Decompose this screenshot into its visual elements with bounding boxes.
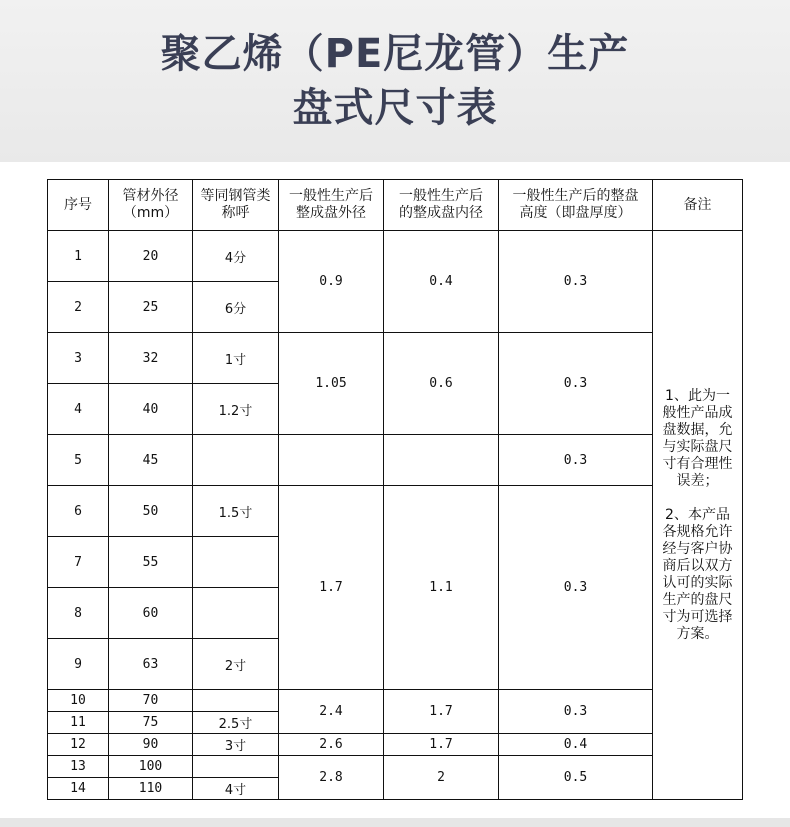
page-title-line2: 盘式尺寸表 xyxy=(292,85,498,131)
cell-equiv: 1.5寸 xyxy=(193,486,279,537)
table-row xyxy=(48,435,743,486)
cell-od: 32 xyxy=(109,333,193,384)
cell-od: 90 xyxy=(109,734,193,756)
cell-seq: 11 xyxy=(48,712,109,734)
cell-equiv: 1寸 xyxy=(193,333,279,384)
cell-coil-id: 0.6 xyxy=(384,333,499,435)
cell-coil-id: 1.7 xyxy=(384,734,499,756)
table-row xyxy=(48,486,743,537)
bottom-divider xyxy=(0,818,790,827)
cell-height: 0.3 xyxy=(499,231,653,333)
header-banner xyxy=(0,0,790,162)
cell-od: 110 xyxy=(109,778,193,800)
size-table-container xyxy=(47,179,742,800)
cell-coil-id: 1.1 xyxy=(384,486,499,690)
cell-equiv: 4分 xyxy=(193,231,279,282)
cell-coil-id: 2 xyxy=(384,756,499,800)
cell-equiv: 6分 xyxy=(193,282,279,333)
cell-coil-id-empty xyxy=(384,435,499,486)
cell-od: 50 xyxy=(109,486,193,537)
cell-equiv: 2.5寸 xyxy=(193,712,279,734)
cell-od: 100 xyxy=(109,756,193,778)
cell-seq: 10 xyxy=(48,690,109,712)
header-coil-outer-diameter: 一般性生产后 整成盘外径 xyxy=(279,180,384,231)
cell-equiv xyxy=(193,435,279,486)
cell-equiv xyxy=(193,756,279,778)
cell-equiv: 2寸 xyxy=(193,639,279,690)
cell-coil-od: 2.8 xyxy=(279,756,384,800)
cell-seq: 6 xyxy=(48,486,109,537)
cell-od: 75 xyxy=(109,712,193,734)
cell-od: 45 xyxy=(109,435,193,486)
cell-od: 20 xyxy=(109,231,193,282)
cell-height: 0.3 xyxy=(499,486,653,690)
table-row xyxy=(48,756,743,778)
cell-equiv xyxy=(193,588,279,639)
cell-coil-od: 2.4 xyxy=(279,690,384,734)
cell-equiv: 3寸 xyxy=(193,734,279,756)
cell-seq: 14 xyxy=(48,778,109,800)
cell-seq: 1 xyxy=(48,231,109,282)
cell-equiv xyxy=(193,690,279,712)
cell-coil-od: 0.9 xyxy=(279,231,384,333)
cell-seq: 8 xyxy=(48,588,109,639)
remarks-cell: 1、此为一 般性产品成 盘数据，允 与实际盘尺 寸有合理性 误差； 2、本产品 各规格允许 经与客户协 商后以双方 认可的实际 生产的盘尺 寸为可选择 方案。 xyxy=(653,231,743,800)
cell-seq: 2 xyxy=(48,282,109,333)
cell-od: 60 xyxy=(109,588,193,639)
header-coil-height: 一般性生产后的整盘 高度（即盘厚度） xyxy=(499,180,653,231)
cell-coil-id: 1.7 xyxy=(384,690,499,734)
cell-od: 25 xyxy=(109,282,193,333)
cell-od: 40 xyxy=(109,384,193,435)
cell-height: 0.4 xyxy=(499,734,653,756)
table-row xyxy=(48,333,743,384)
page-title-line1: 聚乙烯（PE尼龙管）生产 xyxy=(160,31,630,77)
cell-seq: 7 xyxy=(48,537,109,588)
header-outer-diameter: 管材外径 （mm） xyxy=(109,180,193,231)
cell-height: 0.3 xyxy=(499,435,653,486)
cell-seq: 4 xyxy=(48,384,109,435)
cell-seq: 9 xyxy=(48,639,109,690)
cell-od: 55 xyxy=(109,537,193,588)
cell-coil-od: 2.6 xyxy=(279,734,384,756)
table-row xyxy=(48,231,743,282)
cell-od: 63 xyxy=(109,639,193,690)
header-coil-inner-diameter: 一般性生产后 的整成盘内径 xyxy=(384,180,499,231)
header-remarks: 备注 xyxy=(653,180,743,231)
table-row xyxy=(48,690,743,712)
cell-seq: 13 xyxy=(48,756,109,778)
cell-od: 70 xyxy=(109,690,193,712)
table-header-row xyxy=(48,180,743,231)
header-equivalent-steel: 等同钢管类 称呼 xyxy=(193,180,279,231)
cell-height: 0.5 xyxy=(499,756,653,800)
cell-coil-id: 0.4 xyxy=(384,231,499,333)
cell-equiv: 4寸 xyxy=(193,778,279,800)
cell-seq: 3 xyxy=(48,333,109,384)
header-seq: 序号 xyxy=(48,180,109,231)
cell-seq: 5 xyxy=(48,435,109,486)
cell-equiv: 1.2寸 xyxy=(193,384,279,435)
cell-equiv xyxy=(193,537,279,588)
size-table xyxy=(47,179,743,800)
cell-height: 0.3 xyxy=(499,333,653,435)
table-row xyxy=(48,734,743,756)
cell-coil-od: 1.7 xyxy=(279,486,384,690)
cell-coil-od: 1.05 xyxy=(279,333,384,435)
cell-seq: 12 xyxy=(48,734,109,756)
cell-coil-od-empty xyxy=(279,435,384,486)
cell-height: 0.3 xyxy=(499,690,653,734)
